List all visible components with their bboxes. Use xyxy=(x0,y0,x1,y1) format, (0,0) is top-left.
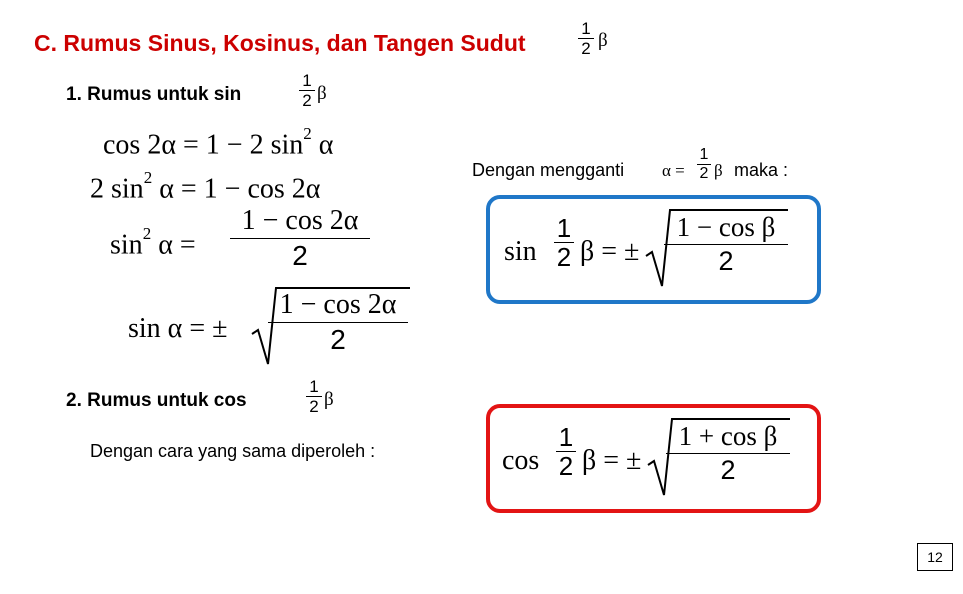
section2-note: Dengan cara yang sama diperoleh : xyxy=(90,441,376,461)
derivation-line-3-fraction: 1 − cos 2α 2 xyxy=(230,207,370,270)
section2-heading: 2. Rumus untuk cos xyxy=(66,390,247,411)
section1-fraction: 1 2 xyxy=(299,72,315,109)
sin-result-fraction: 1 − cos β 2 xyxy=(664,214,788,275)
section2-fraction: 1 2 xyxy=(306,378,322,415)
derivation-line-3: $\sin^2 \alpha$ = xyxy=(110,224,196,261)
substitution-fraction: 1 2 xyxy=(697,147,711,182)
cos-result-fraction: 1 + cos β 2 xyxy=(666,423,790,484)
section1-heading: 1. Rumus untuk sin xyxy=(66,84,242,105)
sin-result-mid: β = ± xyxy=(580,236,640,267)
derivation-line-4: sin α = ± xyxy=(128,313,228,344)
page-title xyxy=(34,30,526,57)
substitution-alpha-eq: α = xyxy=(662,161,685,180)
derivation-line-4-fraction: 1 − cos 2α 2 xyxy=(268,291,408,354)
derivation-line-1: cos 2α = 1 − 2 $\sin^2 \alpha$ xyxy=(103,124,334,161)
cos-result-lead: cos xyxy=(502,445,540,476)
page-number: 12 xyxy=(917,543,953,571)
substitution-beta: β xyxy=(714,161,723,180)
section1-beta: β xyxy=(317,83,327,104)
substitution-suffix: maka : xyxy=(734,160,789,180)
title-beta: β xyxy=(598,30,608,51)
cos-result-half: 1 2 xyxy=(556,424,576,479)
title-fraction: 1 2 xyxy=(578,20,594,57)
cos-result-mid: β = ± xyxy=(582,445,642,476)
title-text: C. Rumus Sinus, Kosinus, dan Tangen Sudut xyxy=(34,30,526,56)
section2-beta: β xyxy=(324,389,334,410)
sin-result-half: 1 2 xyxy=(554,215,574,270)
derivation-line-2: 2 $\sin^2 \alpha = 1 - \cos 2\alpha$ xyxy=(90,168,321,205)
substitution-prefix: Dengan mengganti xyxy=(472,160,625,180)
sin-result-lead: sin xyxy=(504,236,537,267)
